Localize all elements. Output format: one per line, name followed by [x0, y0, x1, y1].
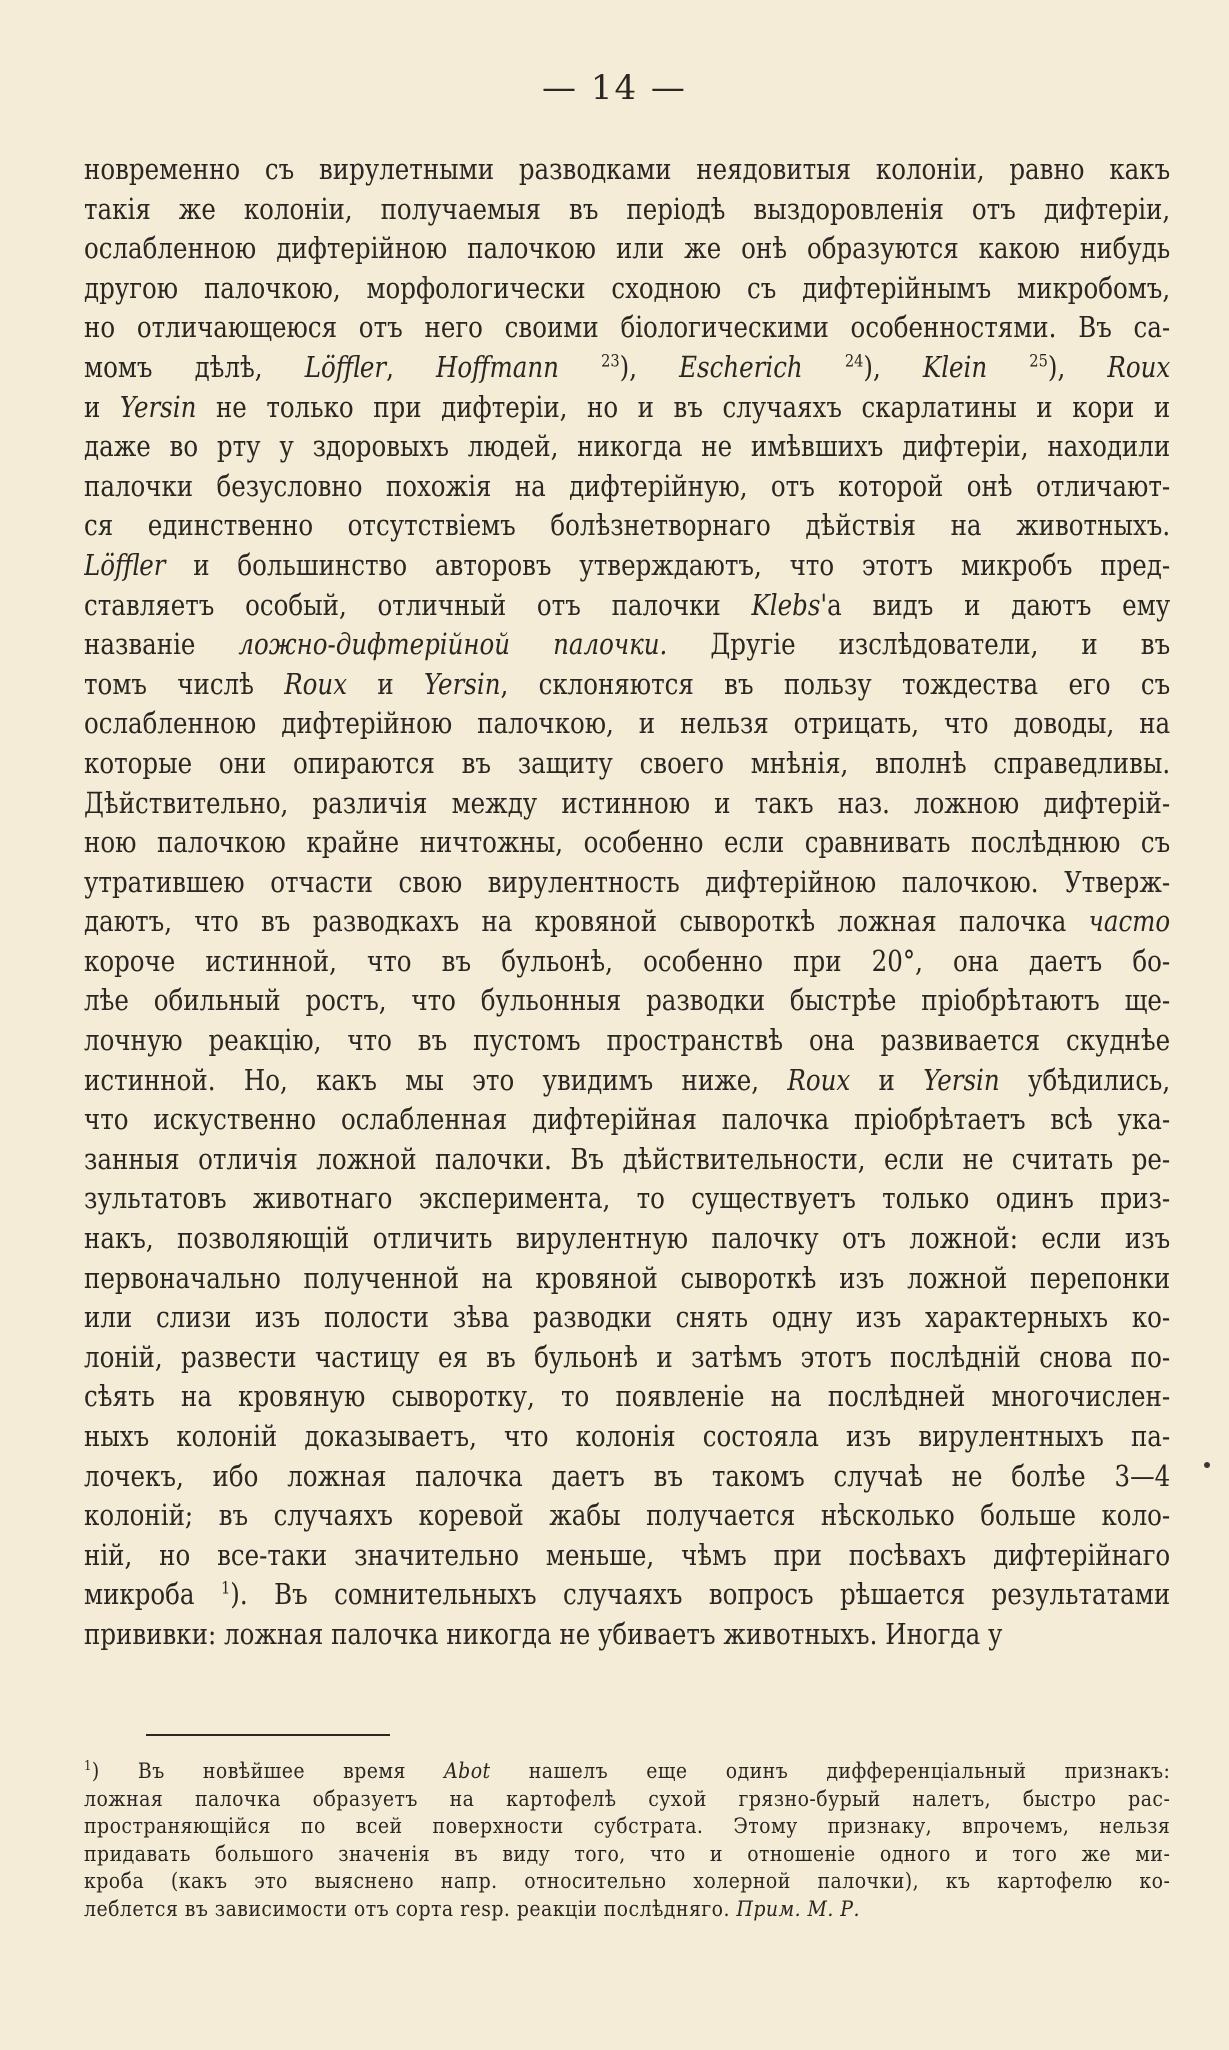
body-line — [84, 902, 1170, 942]
text-run: ній, но все-таки значительно меньше, чѣмъ при посѣвахъ дифтерійнаго — [84, 1538, 1171, 1572]
text-run: и — [850, 1063, 924, 1097]
italic-run: Roux — [1107, 350, 1171, 384]
reference-number: 23 — [601, 351, 620, 372]
text-run: лочную реакцію, что въ пустомъ пространствѣ она развивается скуднѣе — [84, 1024, 1171, 1058]
body-line — [84, 1100, 1170, 1140]
text-run: зультатовъ животнаго эксперимента, то существуетъ только одинъ приз- — [84, 1182, 1171, 1216]
italic-run: Klein — [922, 350, 988, 384]
body-line — [84, 1259, 1170, 1299]
footnote-line — [84, 1758, 1170, 1786]
body-line — [84, 1298, 1170, 1338]
text-run: нашелъ еще одинъ дифференціальный признакъ: — [490, 1759, 1171, 1783]
body-line — [84, 784, 1170, 824]
text-run: и большинство авторовъ утверждаютъ, что этотъ микробъ пред- — [165, 548, 1171, 582]
text-run: ) Въ новѣйшее время — [91, 1759, 445, 1783]
text-run: утратившею отчасти свою вирулентность дифтерійною палочкою. Утверж- — [84, 865, 1171, 899]
body-line — [84, 942, 1170, 982]
text-run: ложная палочка образуетъ на картофелѣ сухой грязно-бурый налетъ, быстро рас- — [84, 1786, 1171, 1811]
text-run: Другіе изслѣдователи, и въ — [667, 628, 1171, 662]
text-run — [803, 351, 845, 384]
text-run: Дѣйствительно, различія между истинною и такъ наз. ложною дифтерій- — [84, 786, 1171, 820]
body-line — [84, 348, 1170, 388]
italic-run: Прим. М. Р. — [736, 1896, 860, 1921]
reference-number: 25 — [1029, 351, 1048, 372]
text-run: даже во рту у здоровыхъ людей, никогда не имѣвшихъ дифтеріи, находили — [84, 430, 1171, 464]
text-run: такія же колоніи, получаемыя въ періодѣ выздоровленія отъ дифтеріи, — [84, 192, 1171, 226]
text-run: ), — [619, 350, 680, 384]
footnote-line — [84, 1813, 1170, 1841]
text-run: сѣять на кровяную сыворотку, то появленіе на послѣдней многочислен- — [84, 1380, 1171, 1414]
page-number: — 14 — — [542, 68, 687, 108]
text-run: другою палочкою, морфологически сходною съ дифтерійнымъ микробомъ, — [84, 271, 1171, 305]
footnote-line — [84, 1868, 1170, 1896]
body-line — [84, 1615, 1170, 1655]
text-run: микроба — [84, 1578, 221, 1612]
body-line — [84, 1219, 1170, 1259]
body-line — [84, 427, 1170, 467]
text-run: придавать большого значенія въ виду того, что и отношеніе одного и того же ми- — [84, 1841, 1171, 1866]
text-run: не только при дифтеріи, но и въ случаяхъ скарлатины и кори и — [196, 390, 1171, 424]
italic-run: Klebs — [751, 588, 821, 622]
reference-number: 1 — [220, 1578, 231, 1599]
body-line — [84, 1457, 1170, 1497]
text-run: названіе — [84, 628, 239, 662]
text-run: что искуственно ослабленная дифтерійная палочка пріобрѣтаетъ всѣ ука- — [84, 1103, 1171, 1137]
italic-run: Abot — [444, 1759, 491, 1783]
text-run: занныя отличія ложной палочки. Въ дѣйствительности, если не считать ре- — [84, 1142, 1171, 1176]
text-run: лочекъ, ибо ложная палочка даетъ въ такомъ случаѣ не болѣе 3—4 — [84, 1459, 1171, 1493]
text-run: лоній, развести частицу ея въ бульонѣ и затѣмъ этотъ послѣдній снова по- — [84, 1340, 1171, 1374]
text-run: но отличающеюся отъ него своими біологическими особенностями. Въ са- — [84, 311, 1171, 345]
text-run — [559, 351, 601, 384]
text-run: и — [347, 667, 425, 701]
footnote-separator — [146, 1734, 390, 1736]
body-line — [84, 388, 1170, 428]
italic-run: Roux — [787, 1063, 851, 1097]
body-line — [84, 665, 1170, 705]
text-run: лѣе обильный ростъ, что бульонныя разводки быстрѣе пріобрѣтаютъ ще- — [84, 984, 1171, 1018]
text-run: томъ числѣ — [84, 667, 285, 701]
italic-run: часто — [1088, 905, 1171, 939]
italic-run: Löffler — [304, 350, 387, 384]
text-run: , — [386, 350, 437, 384]
text-run: истинной. Но, какъ мы это увидимъ ниже, — [84, 1063, 788, 1097]
body-line — [84, 506, 1170, 546]
body-line — [84, 863, 1170, 903]
text-run: 'а видъ и даютъ ему — [820, 588, 1171, 622]
body-line — [84, 1575, 1170, 1615]
body-line — [84, 1021, 1170, 1061]
text-run: ся единственно отсутствіемъ болѣзнетворнаго дѣйствія на животныхъ. — [84, 509, 1171, 543]
body-line — [84, 308, 1170, 348]
text-run: первоначально полученной на кровяной сывороткѣ изъ ложной перепонки — [84, 1261, 1171, 1295]
body-line — [84, 1496, 1170, 1536]
italic-run: Yersin — [424, 667, 501, 701]
text-run: момъ дѣлѣ, — [84, 350, 305, 384]
text-run: короче истинной, что въ бульонѣ, особенно при 20°, она даетъ бо- — [84, 944, 1171, 978]
body-line — [84, 1417, 1170, 1457]
text-run: ослабленною дифтерійною палочкою или же онѣ образуются какою нибудь — [84, 232, 1171, 266]
text-run: накъ, позволяющій отличить вирулентную палочку отъ ложной: если изъ — [84, 1222, 1171, 1256]
body-line — [84, 190, 1170, 230]
body-line — [84, 981, 1170, 1021]
body-line — [84, 150, 1170, 190]
italic-run: Hoffmann — [436, 350, 559, 384]
text-run: или слизи изъ полости зѣва разводки снять одну изъ характерныхъ ко- — [84, 1301, 1171, 1335]
text-run: леблется въ зависимости отъ сорта resp. реакціи послѣдняго. — [84, 1896, 737, 1921]
footnote-line — [84, 1841, 1170, 1869]
italic-run: Escherich — [679, 350, 803, 384]
body-line — [84, 586, 1170, 626]
text-run: которые они опираются въ защиту своего мнѣнія, вполнѣ справедливы. — [84, 746, 1171, 780]
footnotes — [84, 1758, 1170, 1923]
page-speck — [1204, 1462, 1210, 1468]
body-line — [84, 1140, 1170, 1180]
text-run: и — [84, 390, 120, 424]
text-run: , склоняются въ пользу тождества его съ — [500, 667, 1171, 701]
text-run: ), — [863, 350, 923, 384]
footnote-line — [84, 1896, 1170, 1924]
body-line — [84, 1536, 1170, 1576]
text-run: ), — [1047, 350, 1108, 384]
text-run: убѣдились, — [999, 1063, 1171, 1097]
body-line — [84, 229, 1170, 269]
italic-run: Yersin — [119, 390, 197, 424]
text-run: ). Въ сомнительныхъ случаяхъ вопросъ рѣшается результатами — [230, 1578, 1171, 1612]
text-run: даютъ, что въ разводкахъ на кровяной сывороткѣ ложная палочка — [84, 905, 1089, 939]
italic-run: ложно-дифтерійной палочки. — [238, 628, 668, 662]
reference-number: 1 — [84, 1759, 92, 1774]
text-run: ною палочкою крайне ничтожны, особенно если сравнивать послѣднюю съ — [84, 826, 1171, 860]
footnote-line — [84, 1786, 1170, 1814]
body-line — [84, 744, 1170, 784]
text-run: пространяющійся по всей поверхности субстрата. Этому признаку, впрочемъ, нельзя — [84, 1814, 1171, 1838]
reference-number: 24 — [844, 351, 864, 372]
text-run: ставляетъ особый, отличный отъ палочки — [84, 588, 752, 622]
body-line — [84, 704, 1170, 744]
body-line — [84, 1338, 1170, 1378]
text-run: палочки безусловно похожія на дифтерійную, отъ которой онѣ отличают- — [84, 469, 1171, 503]
text-run: ныхъ колоній доказываетъ, что колонія состояла изъ вирулентныхъ па- — [84, 1420, 1171, 1453]
body-text — [84, 150, 1170, 1655]
body-line — [84, 823, 1170, 863]
italic-run: Roux — [284, 667, 348, 701]
text-run: прививки: ложная палочка никогда не убиваетъ животныхъ. Иногда у — [84, 1617, 1003, 1651]
body-line — [84, 1179, 1170, 1219]
italic-run: Yersin — [923, 1063, 1000, 1097]
text-run: колоній; въ случаяхъ коревой жабы получается нѣсколько больше коло- — [84, 1499, 1171, 1533]
body-line — [84, 1377, 1170, 1417]
text-run — [987, 351, 1029, 384]
body-line — [84, 546, 1170, 586]
body-line — [84, 1061, 1170, 1101]
text-run: ослабленною дифтерійною палочкою, и нельзя отрицать, что доводы, на — [84, 707, 1171, 741]
text-run: новременно съ вирулетными разводками неядовитыя колоніи, равно какъ — [84, 153, 1171, 186]
body-line — [84, 467, 1170, 507]
italic-run: Löffler — [84, 548, 166, 582]
body-line — [84, 625, 1170, 665]
body-line — [84, 269, 1170, 309]
text-run: кроба (какъ это выяснено напр. относительно холерной палочки), къ картофелю ко- — [84, 1869, 1171, 1893]
